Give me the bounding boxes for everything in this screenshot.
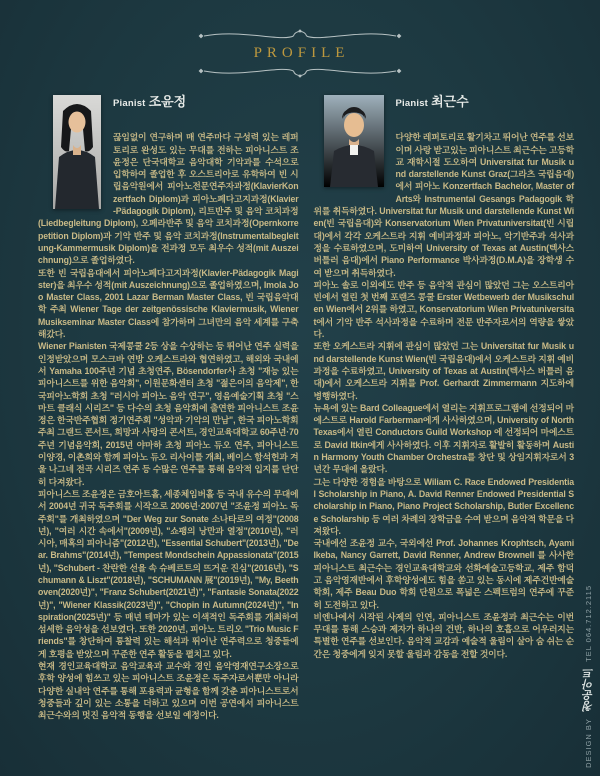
design-studio-logo: 청운아트 [583,668,595,713]
person-silhouette-icon [53,95,101,209]
page-title: PROFILE [253,45,350,61]
pianist-photo-left [53,95,101,209]
bio-paragraph: 현재 경인교육대학교 음악교육과 교수와 경인 음악영재연구소장으로 후학 양성에 힘쓰고 있는 피아니스트 조윤정은 독주자로서뿐만 아니라 다양한 실내악 연주를 통해 포용력과 균형을 함께 갖춘 피아니스트로서 청중들과 깊이 있는 소통을 더하고 있으며 이번 공연에서 피아니스트 최근수와의 멋진 음악적 동행을 선보일 예정이다. [38,661,299,721]
pianist-role-label: Pianist [113,98,146,109]
bio-paragraph: 피아니스트 조윤정은 금호아트홀, 세종체임버홀 등 국내 유수의 무대에서 2004년 귀국 독주회를 시작으로 2006년·2007년 "조윤정 피아노 독주회"를 개최하였으며 "Der Weg zur Sonate 소나타로의 여정"(2008년), "여러 시간 속에서"(2009년), "쇼팽의 낭만과 열정"(2010년), "러시아, 매혹의 피아니즘"(2012년), "Essential Schubert"(2013년), "Dear. Brahms"(2014년), "Tempest Mondschein Appassionata"(2015년), "Schubert - 찬란한 선율 속 슈베르트의 뜨거운 진심"(2016년), "Schumann & Liszt"(2018년), "SCHUMANN 展"(2019년), "My, Beethoven(2020년)", "Franz Schubert(2021년)", "Fantasie Sonata(2022년)", "Wiener Klassik(2023년)", "Chopin in Autumn(2024년)", "Inspiration(2025년)" 등 매년 테마가 있는 이색적인 독주회를 개최하여 섬세한 음악성을 선보였다. 또한 2020년, 피아노 트리오 "Trio Music Friends"를 창단하여 통찰력 있는 해석과 뛰어난 연주력으로 청중들에게 호평을 받았으며 꾸준한 연주 활동을 펼치고 있다. [38,488,299,659]
profile-left-column [38,92,299,722]
design-credit-prefix: DESIGN BY [584,718,593,768]
flourish-bottom-icon [193,65,407,78]
bio-paragraph: 끊임없이 연구하며 매 연주마다 구성력 있는 레퍼토리로 완성도 있는 무대를 전하는 피아니스트 조윤정은 단국대학교 음악대학 기악과를 수석으로 입학하여 졸업한 후 오스트리아로 유학하여 빈 시립음악원에서 피아노전문연주자과정(KlavierKonzertfach Diplom)과 피아노페다고지과정(Klavier-Pädagogik Diplom), 리트반주 및 음악 코치과정(Liedbegleitung Diplom), 오페라반주 및 음악 코치과정(Opernkorrepetition Diplom)과 기악 반주 및 음악 코치과정(Instrumentalbegleitung-Kammermusik Diplom)을 전과정 모두 최우수 성적(mit Auszeichnung)으로 졸업하였다. [38,132,299,266]
design-credit-tel: TEL 064.712.2115 [584,585,593,662]
profile-columns [38,92,574,722]
bio-paragraph: Wiener Pianisten 국제콩쿨 2등 상을 수상하는 등 뛰어난 연주 실력을 인정받았으며 모스크바 연방 오케스트라와 협연하였고, 해외와 국내에서 Yamaha 100주년 기념 초청연주, Bösendorfer사 초청 "재능 있는 피아니스트를 위한 음악회", 이원문화센터 초청 "젊은이의 음악제", 한국피아노학회 초청 "러시아 피아노 음악 연구", 영음예술기획 초청 "스마트 클래식 시리즈" 등 다수의 초청 음악회에 출연한 피아니스트 조윤정은 한국반주협회 정기연주회 "성악과 기악의 만남", 한국 피아노학회 주최 그랜드 콘서트, 희망과 사랑의 콘서트, 경인교육대학교 60주년·70주년 기념음악회, 2015년 야마하 초청 피아노 듀오 연주, 피아니스트 이양경, 이촌희와 함께 피아노 듀오 리사이틀 개최, 베이스 함석헌과 겨울 나그네 전곡 시리즈 연주 등 수많은 연주를 통해 음악적 입지를 단단히 다져왔다. [38,341,299,487]
closing-paragraph: 비엔나에서 시작된 사제의 인연, 피아니스트 조윤정과 최근수는 이번 무대를 통해 스승과 제자가 하나의 건반, 하나의 호흡으로 어우러지는 특별한 연주를 선보인다. 음악적 교감과 예술적 울림이 살아 숨 쉬는 순간은 청중에게 잊지 못할 울림과 감동을 전할 것이다. [313,611,574,659]
bio-paragraph: 그는 다양한 경험을 바탕으로 Wiliam C. Race Endowed Presidential Scholarship in Piano, A. David Renner Endowed Presidential Scholarship in Piano, Piano Project Scholarship, Butler Excellence Scholarship 등 여러 차례의 장학금을 수여 받으며 음악적 학문을 다져왔다. [313,476,574,536]
flourish-top-icon [193,29,407,42]
profile-header [0,0,600,78]
bio-paragraph: 피아노 솔로 이외에도 반주 등 음악적 관심이 많았던 그는 오스트리아 빈에서 열린 첫 번째 포랜즈 콩쿨 Erster Wetbewerb der Musikschulen Wien에서 2위를 하였고, Konservatorium Wien Privatuniversitat에서 기악 반주 석사과정을 수료하며 전문 반주자로서의 역량을 쌓았다. [313,279,574,340]
bio-paragraph: 뉴욕에 있는 Bard Colleague에서 열리는 지휘프로그램에 선정되어 마에스트로 Harold Farberman에게 사사하였으며, University of North Texas에서 열린 Conductors Guild Workshop 에 선정되어 마에스트로 David Itkin에게 사사하였다. 이후 지휘자로 활발히 활동하며 Austin Harmony Youth Chamber Orchestra를 창단 및 상임지휘자로서 3년간 무대에 올랐다. [313,402,574,475]
bio-paragraph: 다양한 레퍼토리로 활기차고 뛰어난 연주를 선보이며 사랑 받고있는 피아니스트 최근수는 고등학교 재학시절 도오하여 Universitat fur Musik und darstellende Kunst Graz(그라츠 국립음대)에서 피아노 Konzertfach Bachelor, Master of Arts와 Instrumental Gesangs Padagogik 학위를 취득하였다. Universitat fur Musik und darstellende Kunst Wien(빈 국립음대)와 Konservatorium Wien Privatuniversitat(빈 시립대)에서 각각 오케스트라 지휘 예비과정과 피아노, 악기반주과 석사과정을 수료하였으며, 도미하여 University of Texas at Austin(텍사스 버틀러 음대)에서 Piano Performance 박사과정(D.M.A)을 장학생 수여 받으며 취득하였다. [313,132,574,278]
pianist-photo-right [324,95,384,187]
design-credit [581,585,597,768]
pianist-name-text: 조윤정 [148,94,187,109]
pianist-role-label: Pianist [395,98,429,109]
pianist-name-text: 최근수 [431,94,469,109]
person-silhouette-icon [324,95,384,187]
bio-paragraph: 또한 빈 국립음대에서 피아노페다고지과정(Klavier-Pädagogik Magister)을 최우수 성적(mit Auszeichnung)으로 졸업하였으며, Imola Joo Master Class, 2001 Lazar Berman Master Class, 빈 국립음악대학 주최 Wiener Tage der zeitgenössische Klaviermusik, Wiener Musikseminar Master Class에 참가하며 그녀만의 음악 세계를 구축해갔다. [38,267,299,340]
profile-right-column [314,92,575,722]
bio-paragraph: 국내에선 조윤정 교수, 국외에선 Prof. Johannes Krophtsch, Ayami Ikeba, Nancy Garrett, David Renner, Andrew Brownell 를 사사한 피아니스트 최근수는 경인교육대학교와 선화예술고등학교, 제주 함덕고 음악영재반에서 후학양성에도 힘을 쏟고 있는 동시에 제주건반예술학회, 제주 Beau Duo 학회 단원으로 폭넓은 스펙트럼의 연주에 꾸준히 도전하고 있다. [313,538,574,610]
bio-paragraph: 또한 오케스트라 지휘에 관심이 많았던 그는 Universitat fur Musik und darstellende Kunst Wien(빈 국립음대)에서 오케스트라 지휘 예비과정을 수료하였고, University of Texas at Austin(텍사스 버틀러 음대)에서 오케스트라 지휘를 Prof. Gerhardt Zimmermann 지도하에 병행하였다. [313,341,574,401]
